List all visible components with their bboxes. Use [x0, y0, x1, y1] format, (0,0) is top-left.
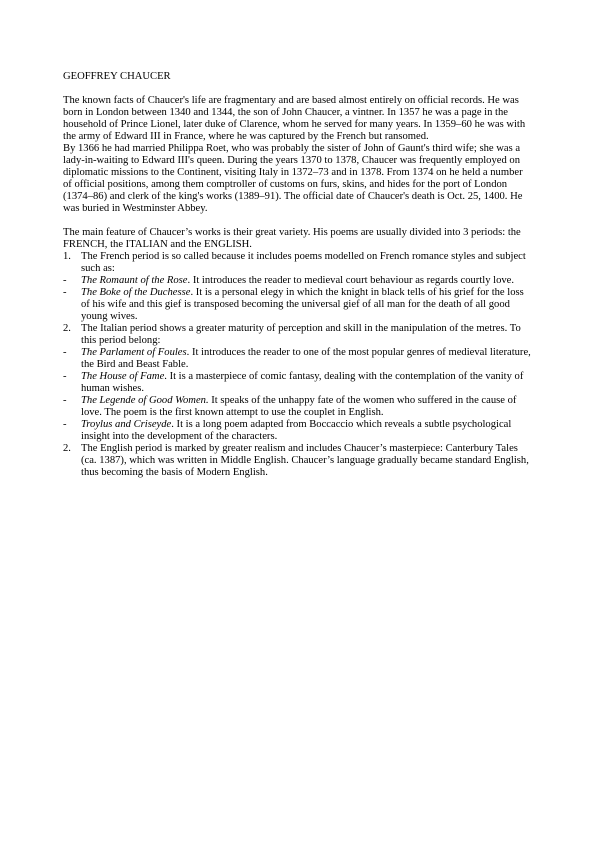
bio-paragraph-1: The known facts of Chaucer's life are fragmentary and are based almost entirely on official records. He was born in London between 1340 and 1344, the son of John Chaucer, a vintner. In 1357 he was a page in the household of Prince Lionel, later duke of Clarence, whom he served for many years. In 1359–60 he was with the army of Edward III in France, where he was captured by the French but ransomed. — [63, 95, 526, 142]
item-description: . It is a personal elegy in which the knight in black tells of his grief for the loss of his wife and this gief is transposed becoming the universal gief of all man for the death of all good young wives. — [81, 287, 524, 322]
list-item — [63, 275, 533, 287]
work-title: Troylus and Criseyde — [81, 419, 172, 430]
work-title: The Parlament of Foules — [81, 347, 187, 358]
work-title: The House of Fame — [81, 371, 165, 382]
list-item-text — [81, 323, 533, 347]
item-description: The English period is marked by greater realism and includes Chaucer’s masterpiece: Canterbury Tales (ca. 1387), which was written in Middle English. Chaucer’s language gradually became standard English, thus becoming the basis of Modern English. — [81, 443, 529, 478]
item-description: . It is a masterpiece of comic fantasy, dealing with the contemplation of the vanity of human wishes. — [81, 371, 524, 394]
list-item — [63, 323, 533, 347]
item-description: The Italian period shows a greater maturity of perception and skill in the manipulation of the metres. To this period belong: — [81, 323, 521, 346]
list-item-text — [81, 443, 533, 479]
bio-paragraph-2: By 1366 he had married Philippa Roet, who was probably the sister of John of Gaunt's third wife; she was a lady-in-waiting to Edward III's queen. During the years 1370 to 1378, Chaucer was frequently employed on diplomatic missions to the Continent, visiting Italy in 1372–73 and in 1378. From 1374 on he held a number of official positions, among them comptroller of customs on furs, skins, and hides for the port of London (1374–86) and clerk of the king's works (1389–91). The official date of Chaucer's death is Oct. 25, 1400. He was buried in Westminster Abbey. — [63, 143, 523, 214]
item-description: . It introduces the reader to medieval court behaviour as regards courtly love. — [187, 275, 515, 286]
list-item-text — [81, 287, 533, 323]
list-item — [63, 347, 533, 371]
document-title: GEOFFREY CHAUCER — [63, 71, 171, 82]
work-title: The Boke of the Duchesse — [81, 287, 191, 298]
list-marker: - — [63, 395, 67, 406]
list-item — [63, 251, 533, 275]
item-description: The French period is so called because it includes poems modelled on French romance styles and subject such as: — [81, 251, 526, 274]
list-marker: 2. — [63, 443, 71, 454]
list-item — [63, 395, 533, 419]
list-marker: - — [63, 287, 67, 298]
list-marker: 2. — [63, 323, 71, 334]
paragraph-spacer — [63, 215, 533, 227]
list-item-text — [81, 395, 533, 419]
list-item-text — [81, 419, 533, 443]
list-item — [63, 371, 533, 395]
list-item — [63, 287, 533, 323]
list-item — [63, 419, 533, 443]
list-marker: 1. — [63, 251, 71, 262]
list-item-text — [81, 347, 533, 371]
list-marker: - — [63, 371, 67, 382]
list-item — [63, 443, 533, 479]
item-description: . It introduces the reader to one of the most popular genres of medieval literature, the Bird and Beast Fable. — [81, 347, 531, 370]
list-marker: - — [63, 419, 67, 430]
list-marker: - — [63, 347, 67, 358]
list-marker: - — [63, 275, 67, 286]
document-body — [63, 71, 533, 479]
list-item-text — [81, 371, 533, 395]
list-item-text — [81, 275, 533, 287]
works-intro: The main feature of Chaucer’s works is their great variety. His poems are usually divided into 3 periods: the FRENCH, the ITALIAN and the ENGLISH. — [63, 227, 521, 250]
item-description: . It is a long poem adapted from Boccaccio which reveals a subtle psychological insight into the development of the characters. — [81, 419, 512, 442]
item-description: It speaks of the unhappy fate of the women who suffered in the cause of love. The poem is the first known attempt to use the couplet in English. — [81, 395, 517, 418]
work-title: The Romaunt of the Rose — [81, 275, 188, 286]
work-title: The Legende of Good Women. — [81, 395, 209, 406]
list-item-text — [81, 251, 533, 275]
